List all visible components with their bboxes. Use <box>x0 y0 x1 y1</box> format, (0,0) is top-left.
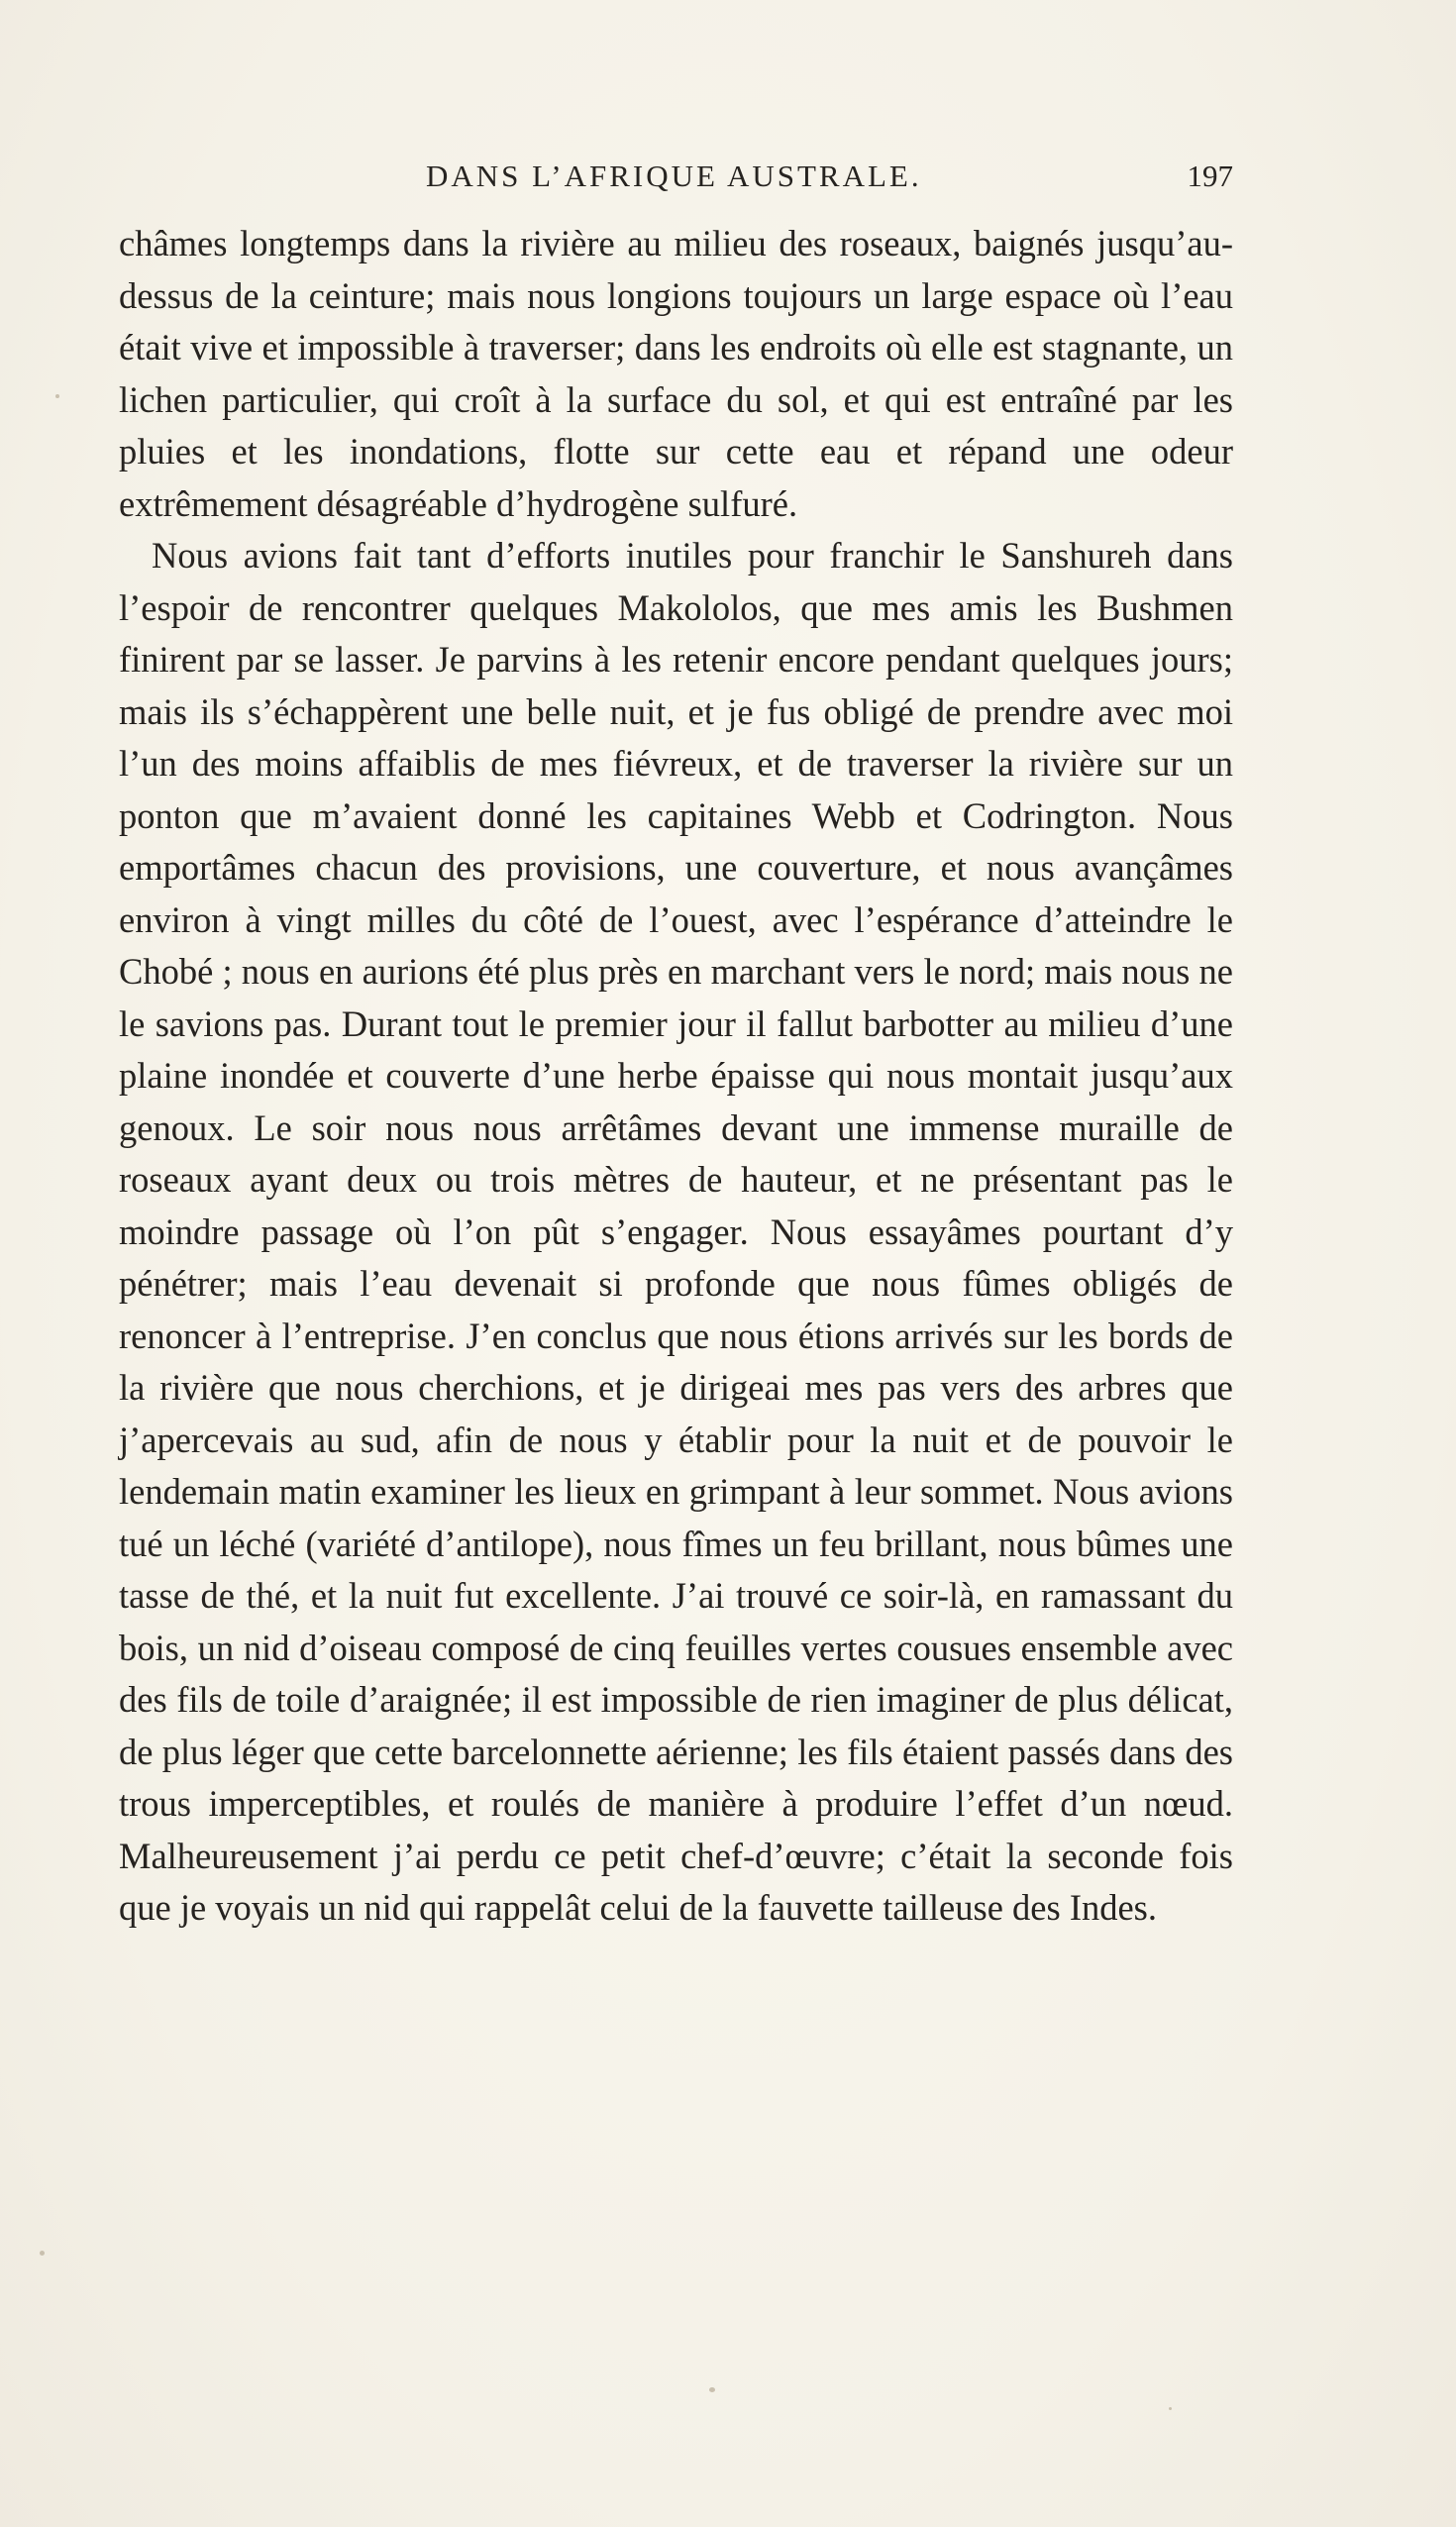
paragraph: Nous avions fait tant d’efforts inutiles pour franchir le Sanshureh dans l’espoir de rencontrer quelques Makololos, que mes amis les Bushmen finirent par se lasser. Je parvins à les retenir encore pendant quelques jours; mais ils s’échappèrent une belle nuit, et je fus obligé de prendre avec moi l’un des moins affaiblis de mes fiévreux, et de traverser la rivière sur un ponton que m’avaient donné les capitaines Webb et Codrington. Nous emportâmes chacun des provisions, une couverture, et nous avançâmes environ à vingt milles du côté de l’ouest, avec l’espérance d’atteindre le Chobé ; nous en aurions été plus près en marchant vers le nord; mais nous ne le savions pas. Durant tout le premier jour il fallut barbotter au milieu d’une plaine inondée et couverte d’une herbe épaisse qui nous montait jusqu’aux genoux. Le soir nous nous arrêtâmes devant une immense muraille de roseaux ayant deux ou trois mètres de hauteur, et ne présentant pas le moindre passage où l’on pût s’engager. Nous essayâmes pourtant d’y pénétrer; mais l’eau devenait si profonde que nous fûmes obligés de renoncer à l’entreprise. J’en conclus que nous étions arrivés sur les bords de la rivière que nous cherchions, et je dirigeai mes pas vers des arbres que j’apercevais au sud, afin de nous y établir pour la nuit et de pouvoir le lendemain matin examiner les lieux en grimpant à leur sommet. Nous avions tué un léché (variété d’antilope), nous fîmes un feu brillant, nous bûmes une tasse de thé, et la nuit fut excellente. J’ai trouvé ce soir-là, en ramassant du bois, un nid d’oiseau composé de cinq feuilles vertes cousues ensemble avec des fils de toile d’araignée; il est impossible de rien imaginer de plus délicat, de plus léger que cette barcelonnette aérienne; les fils étaient passés dans des trous imperceptibles, et roulés de manière à produire l’effet d’un nœud. Malheureusement j’ai perdu ce petit chef-d’œuvre; c’était la seconde fois que je voyais un nid qui rappelât celui de la fauvette tailleuse des Indes. <box>119 535 1233 1928</box>
paragraph-continued: châmes longtemps dans la rivière au milieu des roseaux, baignés jusqu’au-dessus de la ceinture; mais nous longions toujours un large espace où l’eau était vive et impossible à traverser; dans les endroits où elle est stagnante, un lichen particulier, qui croît à la surface du sol, et qui est entraîné par les pluies et les inondations, flotte sur cette eau et répand une odeur extrêmement désagréable d’hydrogène sulfuré. <box>119 223 1233 524</box>
body-text <box>119 218 1233 1935</box>
paper-speck <box>40 2251 45 2256</box>
page-number: 197 <box>1187 158 1233 193</box>
paper-speck <box>1169 2407 1172 2410</box>
running-head <box>119 158 1233 198</box>
running-title: DANS L’AFRIQUE AUSTRALE. <box>426 158 922 193</box>
paper-speck <box>709 2387 715 2392</box>
paper-speck <box>55 394 59 398</box>
